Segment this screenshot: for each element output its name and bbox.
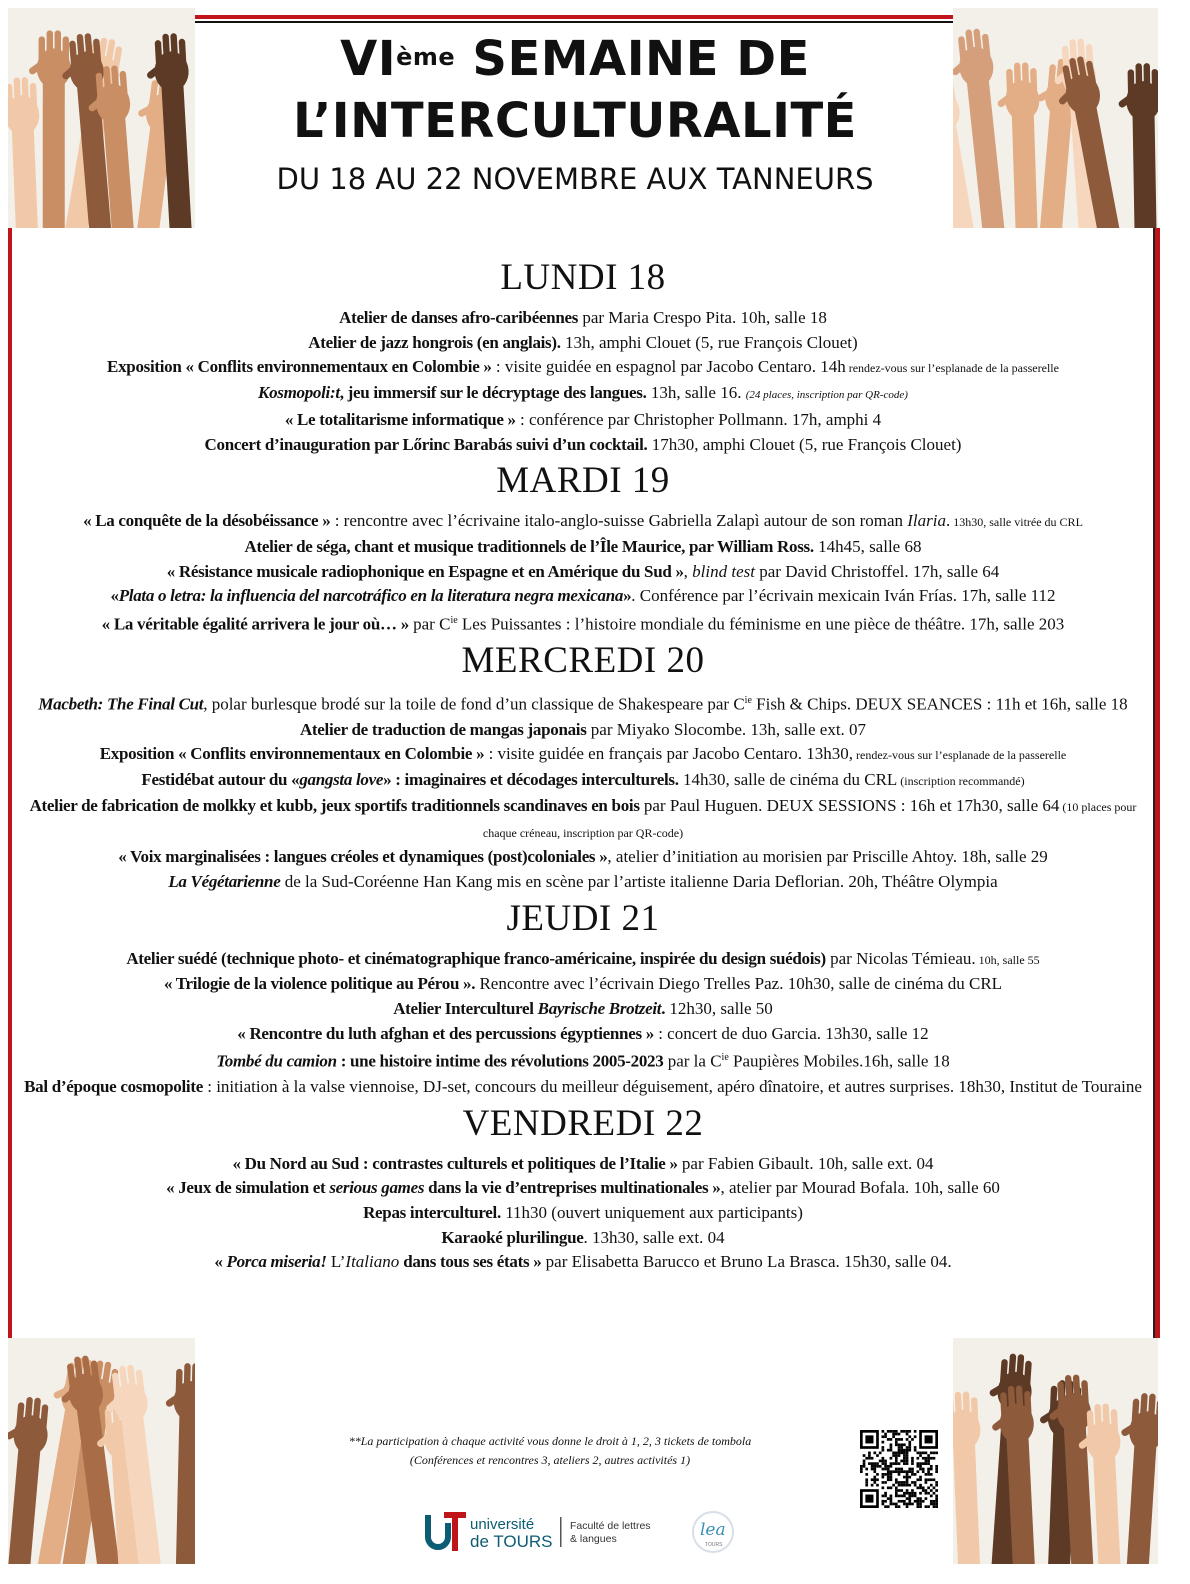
event-text-b: « La conquête de la désobéissance » <box>83 511 331 531</box>
event-text-t: , atelier par Mourad Bofala. 10h, salle 60 <box>720 1178 1000 1198</box>
day-heading: MERCREDI 20 <box>461 640 705 682</box>
event-text-b: « Trilogie de la violence politique au Pérou ». <box>163 974 476 994</box>
top-red-rule <box>195 15 955 19</box>
title-line-1 <box>195 28 955 90</box>
event-item <box>14 408 1152 433</box>
event-text-t: par Paul Huguen. DEUX SESSIONS : 16h et 17h30, salle 64 <box>639 795 1060 815</box>
title-roman: VI <box>340 31 397 87</box>
event-text-t: de la Sud-Coréenne Han Kang mis en scène par l’artiste italienne Daria Deflorian. 20h, Théâtre Olympia <box>280 871 998 891</box>
event-item <box>14 718 1152 743</box>
event-text-t: 14h45, salle 68 <box>813 536 922 556</box>
event-text-b: Atelier de fabrication de molkky et kubb, jeux sportifs traditionnels scandinaves en bois <box>29 795 640 815</box>
event-text-t: . Conférence par l’écrivain mexicain Iván Frías. 17h, salle 112 <box>631 586 1056 606</box>
hands-illustration <box>953 1338 1158 1564</box>
event-item <box>14 355 1152 381</box>
footnote-line-2: (Conférences et rencontres 3, ateliers 2, autres activités 1) <box>409 1453 691 1467</box>
event-text-bi: La Végétarienne <box>168 871 281 891</box>
event-text-b: Atelier de séga, chant et musique traditionnels de l’Île Maurice, par William Ross. <box>244 536 814 556</box>
event-text-b: Concert d’inauguration par Lőrinc Barabás suivi d’un cocktail. <box>204 434 648 454</box>
ut-logo-mark-u <box>428 1515 448 1547</box>
event-text-bi: gangsta love <box>299 770 384 790</box>
event-text-t: 11h30 (ouvert uniquement aux participants) <box>500 1202 803 1222</box>
event-item <box>14 1176 1152 1201</box>
partner-logos <box>420 1505 750 1557</box>
hands-illustration <box>8 1338 195 1564</box>
raised-hands-image-bottom-left <box>8 1338 195 1564</box>
event-text-bi: Porca miseria! <box>226 1252 327 1272</box>
event-item <box>14 306 1152 331</box>
event-text-b: Atelier de jazz hongrois (en anglais). <box>308 332 561 352</box>
event-item <box>14 560 1152 585</box>
event-item <box>14 997 1152 1022</box>
left-red-border <box>8 228 12 1338</box>
event-text-bi: Bayrische Brotzeit <box>537 999 662 1019</box>
day-heading: MARDI 19 <box>496 460 670 502</box>
raised-hands-image-top-left <box>8 8 195 228</box>
event-text-s: 10h, salle 55 <box>975 952 1040 967</box>
event-text-i: Italiano <box>345 1252 400 1272</box>
event-text-i: blind test <box>692 561 755 581</box>
event-text-t: 13h, amphi Clouet (5, rue François Clouet) <box>560 332 858 352</box>
event-text-b2: dans la vie d’entreprises multinationales » <box>424 1178 721 1198</box>
faculty-line-1: Faculté de lettres <box>570 1520 651 1532</box>
event-text-t2: Fish & Chips. DEUX SEANCES : 11h et 16h, salle 18 <box>751 695 1128 715</box>
event-text-bi: Kosmopoli:t <box>258 383 340 403</box>
event-text-xs: (24 places, inscription par QR-code) <box>745 389 908 402</box>
lea-logo-subtext: TOURS <box>705 1542 723 1548</box>
event-text-sup: ie <box>450 615 458 627</box>
event-text-bi: Macbeth: The Final Cut <box>38 695 204 715</box>
event-text-s: 13h30, salle vitrée du CRL <box>950 515 1083 530</box>
event-item <box>14 1022 1152 1047</box>
event-item <box>14 1201 1152 1226</box>
event-text-b2: » : imaginaires et décodages interculturels. <box>383 770 679 790</box>
footnote-line-1: **La participation à chaque activité vous donne le droit à 1, 2, 3 tickets de tombola <box>348 1434 752 1448</box>
event-text-s: (inscription recommandé) <box>897 774 1025 789</box>
registration-qr-code[interactable] <box>860 1430 938 1508</box>
event-text-b: , jeu immersif sur le décryptage des langues. <box>339 383 647 403</box>
event-text-t: : initiation à la valse viennoise, DJ-set, concours du meilleur déguisement, apéro dînatoire, et autres surprises. 18h30, Institut de Touraine <box>202 1076 1142 1096</box>
event-item <box>14 1250 1152 1275</box>
event-text-t: par Nicolas Témieau. <box>825 948 976 968</box>
event-text-b: Exposition « Conflits environnementaux en Colombie » <box>99 744 485 764</box>
event-text-t: Rencontre avec l’écrivain Diego Trelles Paz. 10h30, salle de cinéma du CRL <box>475 974 1003 994</box>
event-item <box>14 381 1152 408</box>
lea-tours-logo <box>693 1512 733 1552</box>
event-text-t: par Fabien Gibault. 10h, salle ext. 04 <box>677 1153 934 1173</box>
raised-hand <box>160 1363 195 1564</box>
event-item <box>14 870 1152 895</box>
event-text-bi: serious games <box>329 1178 425 1198</box>
event-text-b: « <box>110 586 119 606</box>
event-text-t: : conférence par Christopher Pollmann. 17h, amphi 4 <box>515 409 882 429</box>
event-text-t: 12h30, salle 50 <box>665 999 773 1019</box>
event-text-b2: dans tous ses états » <box>399 1252 542 1272</box>
univ-name-line-1: université <box>470 1516 535 1533</box>
hands-illustration <box>8 8 195 228</box>
event-text-t2: Paupières Mobiles.16h, salle 18 <box>728 1052 950 1072</box>
title-line-2: L’INTERCULTURALITÉ <box>293 93 857 149</box>
event-text-t: . 13h30, salle ext. 04 <box>583 1227 725 1247</box>
event-text-t: : concert de duo Garcia. 13h30, salle 12 <box>653 1023 929 1043</box>
event-item <box>14 845 1152 870</box>
event-item <box>14 1075 1152 1100</box>
event-item <box>14 433 1152 458</box>
raised-hand <box>8 77 46 228</box>
day-heading: LUNDI 18 <box>500 257 666 298</box>
raised-hand <box>995 62 1045 228</box>
event-text-t2: Les Puissantes : l’histoire mondiale du féminisme en une pièce de théâtre. 17h, salle 203 <box>457 614 1065 634</box>
event-text-s: rendez-vous sur l’esplanade de la passerelle <box>853 748 1067 763</box>
event-text-t2: par Elisabetta Barucco et Bruno La Brasca. 15h30, salle 04. <box>541 1252 952 1272</box>
event-text-b: Atelier Interculturel <box>393 999 538 1019</box>
raised-hands-image-bottom-right <box>953 1338 1158 1564</box>
event-text-t: par Miyako Slocombe. 13h, salle ext. 07 <box>586 719 867 739</box>
event-text-b: Karaoké plurilingue <box>441 1227 584 1247</box>
event-text-t: : visite guidée en français par Jacobo Centaro. 13h30, <box>484 744 853 764</box>
title-superscript: ème <box>396 43 456 71</box>
event-text-t: , polar burlesque brodé sur la toile de fond d’un classique de Shakespeare par C <box>203 695 745 715</box>
event-text-t: L’ <box>326 1252 346 1272</box>
universite-de-tours-logo[interactable] <box>428 1515 553 1551</box>
event-item <box>14 535 1152 560</box>
event-text-b: « La véritable égalité arrivera le jour où… » <box>101 614 409 634</box>
event-text-bi: Plata o letra: la influencia del narcotráfico en la literatura negra mexicana <box>118 586 624 606</box>
event-item <box>14 689 1152 717</box>
poster-header <box>195 28 955 200</box>
event-item <box>14 972 1152 997</box>
event-text-b: Bal d’époque cosmopolite <box>24 1076 203 1096</box>
event-text-t2: . <box>946 511 951 531</box>
event-text-t2: par David Christoffel. 17h, salle 64 <box>754 561 1000 581</box>
event-text-b: « Voix marginalisées : langues créoles et dynamiques (post)coloniales » <box>118 847 608 867</box>
day-heading: VENDREDI 22 <box>462 1102 704 1144</box>
event-item <box>14 584 1152 609</box>
event-text-b: Repas interculturel. <box>363 1202 501 1222</box>
right-red-border <box>1155 228 1160 1338</box>
event-text-b: Exposition « Conflits environnementaux en Colombie » <box>107 357 492 377</box>
event-item <box>14 1152 1152 1177</box>
subtitle-dates: DU 18 AU 22 NOVEMBRE AUX TANNEURS <box>276 162 874 196</box>
event-text-b: Festidébat autour du « <box>141 770 300 790</box>
program-schedule <box>14 254 1152 1275</box>
event-text-t: : visite guidée en espagnol par Jacobo Centaro. 14h <box>491 357 846 377</box>
event-item <box>14 1046 1152 1074</box>
event-item <box>14 794 1152 845</box>
raised-hands-image-top-right <box>953 8 1158 228</box>
event-text-t: par C <box>408 614 451 634</box>
event-text-b: « <box>214 1252 227 1272</box>
lea-logo-text: lea <box>700 1520 726 1540</box>
faculty-line-2: & langues <box>570 1533 617 1545</box>
univ-name-line-2: de TOURS <box>470 1532 553 1551</box>
event-text-t: 14h30, salle de cinéma du CRL <box>678 770 898 790</box>
event-text-b: Atelier de traduction de mangas japonais <box>299 719 587 739</box>
event-text-t: , <box>683 561 693 581</box>
event-text-s: (10 places pour chaque créneau, inscription par QR-code) <box>482 799 1137 840</box>
event-text-t: 13h, salle 16. <box>646 383 746 403</box>
event-text-b: : une histoire intime des révolutions 2005-2023 <box>336 1052 664 1072</box>
event-text-t: 17h30, amphi Clouet (5, rue François Clouet) <box>647 434 962 454</box>
title-line-1-rest: SEMAINE DE <box>455 31 810 87</box>
event-text-s: rendez-vous sur l’esplanade de la passerelle <box>845 361 1059 376</box>
event-text-b: « Le totalitarisme informatique » <box>284 409 516 429</box>
raised-hand <box>1117 63 1158 228</box>
event-text-b: « Rencontre du luth afghan et des percussions égyptiennes » <box>237 1023 654 1043</box>
event-text-b: Atelier suédé (technique photo- et cinématographique franco-américaine, inspirée du design suédois) <box>126 948 826 968</box>
event-item <box>14 609 1152 637</box>
event-item <box>14 947 1152 973</box>
event-item <box>14 768 1152 794</box>
event-text-b: « Jeux de simulation et <box>166 1178 330 1198</box>
tombola-footnote <box>255 1432 845 1470</box>
event-text-b2: » <box>623 586 632 606</box>
event-text-t: , atelier d’initiation au morisien par Priscille Ahtoy. 18h, salle 29 <box>607 847 1048 867</box>
event-text-b: « Résistance musicale radiophonique en Espagne et en Amérique du Sud » <box>166 561 684 581</box>
event-item <box>14 1226 1152 1251</box>
event-text-sup: ie <box>744 695 752 707</box>
raised-hand <box>953 1391 988 1564</box>
event-text-b: « Du Nord au Sud : contrastes culturels et politiques de l’Italie » <box>232 1153 678 1173</box>
event-text-bi: Tombé du camion <box>216 1052 337 1072</box>
event-text-t: par Maria Crespo Pita. 10h, salle 18 <box>578 308 827 327</box>
event-text-b2: . <box>661 999 666 1019</box>
day-heading: JEUDI 21 <box>506 897 660 939</box>
event-item <box>14 742 1152 768</box>
hands-illustration <box>953 8 1158 228</box>
event-text-t: par la C <box>663 1052 722 1072</box>
event-text-sup: ie <box>721 1052 729 1064</box>
event-text-b: Atelier de danses afro-caribéennes <box>339 308 579 327</box>
logo-divider <box>560 1517 562 1547</box>
event-item <box>14 331 1152 356</box>
event-text-t: : rencontre avec l’écrivaine italo-anglo-suisse Gabriella Zalapì autour de son roman <box>330 511 908 531</box>
event-item <box>14 509 1152 535</box>
top-black-rule <box>195 21 955 23</box>
event-text-i: Ilaria <box>907 511 946 531</box>
